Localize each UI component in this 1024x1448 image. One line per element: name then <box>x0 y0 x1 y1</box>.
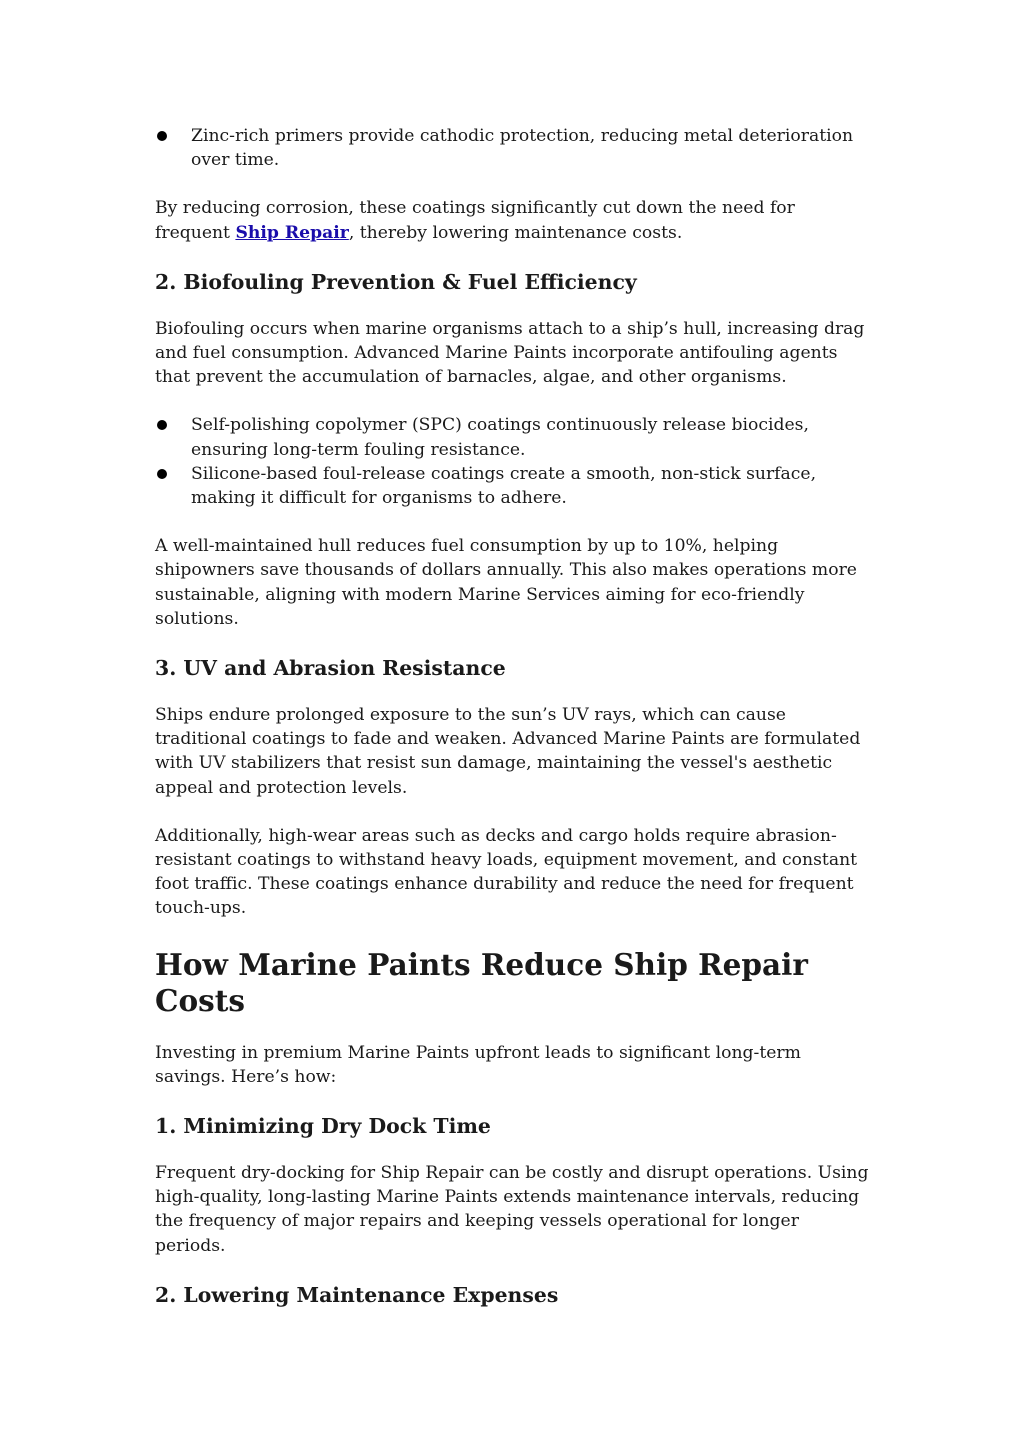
costs-intro-paragraph: Investing in premium Marine Paints upfront leads to significant long-term savings. Here’s how: <box>155 1042 801 1087</box>
uv-paragraph: Ships endure prolonged exposure to the sun’s UV rays, which can cause traditional coatings to fade and weaken. Advanced Marine Paints are formulated with UV stabilizers that resist sun damage, maintaining the vessel's aesthetic appeal and protection levels. <box>155 705 861 798</box>
fuel-savings-paragraph: A well-maintained hull reduces fuel consumption by up to 10%, helping shipowners save thousands of dollars annually. This also makes operations more sustainable, aligning with modern Marine Services aiming for eco-friendly solutions. <box>155 536 857 629</box>
bullet-icon <box>157 469 167 479</box>
list-item: Zinc-rich primers provide cathodic protection, reducing metal deterioration over time. <box>155 124 870 172</box>
dry-dock-heading: 1. Minimizing Dry Dock Time <box>155 1114 491 1139</box>
biofouling-bullet-list <box>155 413 870 510</box>
biofouling-heading: 2. Biofouling Prevention & Fuel Efficiency <box>155 269 637 294</box>
bullet-icon <box>157 131 167 141</box>
maintenance-expenses-heading: 2. Lowering Maintenance Expenses <box>155 1282 559 1307</box>
dry-dock-paragraph: Frequent dry-docking for Ship Repair can be costly and disrupt operations. Using high-quality, long-lasting Marine Paints extends maintenance intervals, reducing the frequency of major repairs and keeping vessels operational for longer periods. <box>155 1163 869 1256</box>
corrosion-bullet-list <box>155 124 870 172</box>
corrosion-summary-paragraph: By reducing corrosion, these coatings significantly cut down the need for frequent Ship Repair, thereby lowering maintenance costs. <box>155 198 795 243</box>
abrasion-paragraph: Additionally, high-wear areas such as decks and cargo holds require abrasion-resistant coatings to withstand heavy loads, equipment movement, and constant foot traffic. These coatings enhance durability and reduce the need for frequent touch-ups. <box>155 825 858 919</box>
biofouling-intro-paragraph: Biofouling occurs when marine organisms attach to a ship’s hull, increasing drag and fuel consumption. Advanced Marine Paints incorporate antifouling agents that prevent the accumulation of barnacles, algae, and other organisms. <box>155 318 865 388</box>
document-page <box>155 124 870 1308</box>
uv-abrasion-heading: 3. UV and Abrasion Resistance <box>155 656 506 681</box>
costs-section-title: How Marine Paints Reduce Ship Repair Costs <box>155 946 808 1018</box>
list-item: Silicone-based foul-release coatings create a smooth, non-stick surface, making it difficult for organisms to adhere. <box>155 462 870 510</box>
bullet-icon <box>157 420 167 430</box>
list-item: Self-polishing copolymer (SPC) coatings continuously release biocides, ensuring long-term fouling resistance. <box>155 413 870 461</box>
ship-repair-link[interactable]: Ship Repair <box>235 222 349 243</box>
